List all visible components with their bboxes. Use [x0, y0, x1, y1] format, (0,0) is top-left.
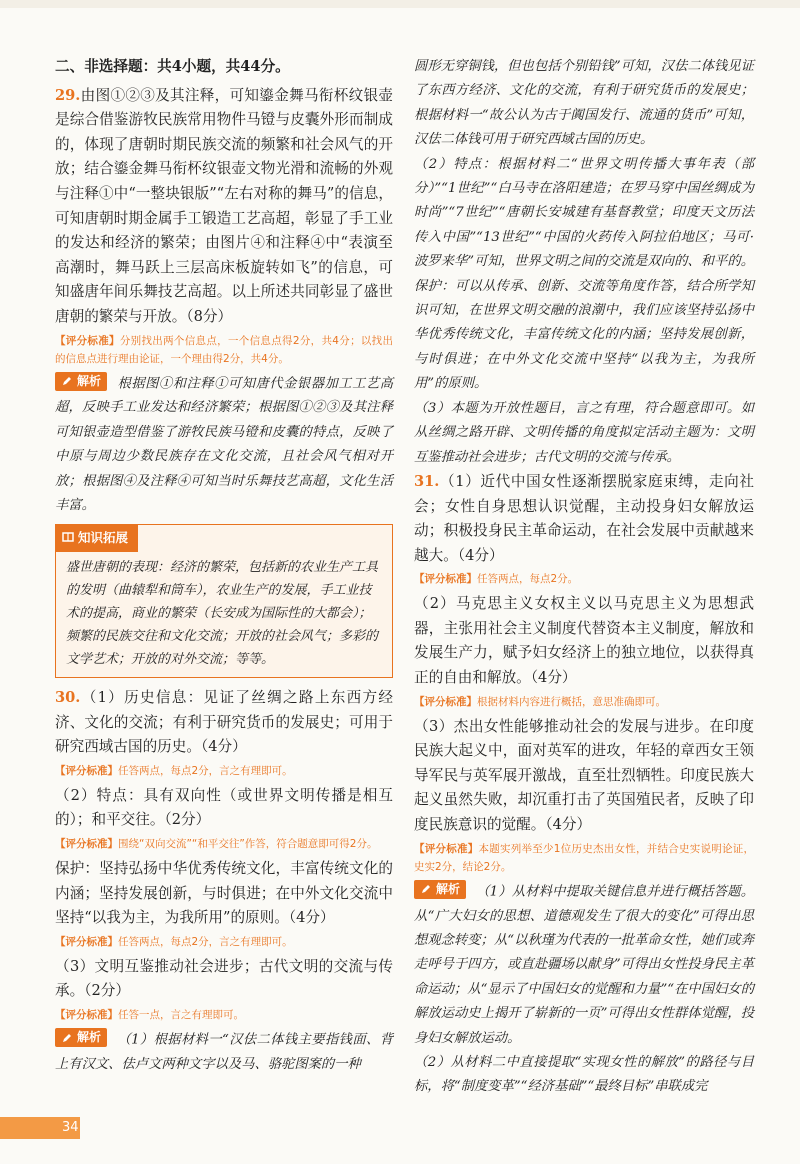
q30-standard-2 — [55, 835, 393, 853]
analysis-tag — [55, 1028, 107, 1047]
q30-analysis-right-2: （2）特点：根据材料二“世界文明传播大事年表（部分）”“1世纪”“白马寺在洛阳建造；在罗马穿中国丝绸成为时尚”“7世纪”“唐朝长安城建有基督教堂；印度天文历法传入中国”“13世纪”“中国的火药传入阿拉伯地区；马可·波罗来华”可知，世界文明之间的交流是双向的、和平的。保护：可以从传承、创新、交流等角度作答，结合所学知识可知，在世界文明交融的浪潮中，我们应该坚持弘扬中华优秀传统文化，丰富传统文化的内涵；坚持发展创新，与时俱进；在中外文化交流中坚持“以我为主，为我所用”的原则。 — [414, 156, 754, 392]
pencil-icon — [420, 883, 432, 895]
q31-standard-1 — [414, 570, 754, 588]
q31-p3: （3）杰出女性能够推动社会的发展与进步。在印度民族大起义中，面对英军的进攻，年轻的章西女王领导军民与英军展开激战，直至壮烈牺牲。印度民族大起义虽然失败，却沉重打击了英国殖民者，反映了印度民族意识的觉醒。（4分） — [414, 717, 754, 834]
q30-s2-text: 围绕“双向交流”“和平交往”作答，符合题意即可得2分。 — [118, 838, 378, 851]
q30-p1 — [55, 686, 393, 760]
analysis-tag-label: 解析 — [77, 373, 102, 388]
q31-s1-text: 任答两点，每点2分。 — [477, 573, 579, 586]
q30-standard-1 — [55, 762, 393, 780]
q30-analysis-left — [55, 1028, 393, 1077]
q31-p2: （2）马克思主义女权主义以马克思主义为思想武器，主张用社会主义制度代替资本主义制度，解放和发展生产力，赋予妇女经济上的独立地位，以获得真正的自由和解放。（4分） — [414, 595, 754, 687]
q30-p4: （3）文明互鉴推动社会进步；古代文明的交流与传承。（2分） — [55, 957, 393, 1000]
section-title: 二、非选择题：共4小题，共44分。 — [55, 58, 290, 75]
q30-p1-text: （1）历史信息：见证了丝绸之路上东西方经济、文化的交流；有利于研究货币的发展史；可用于研究西域古国的历史。（4分） — [55, 689, 393, 756]
q31-standard-2 — [414, 693, 754, 711]
q30-p3: 保护：坚持弘扬中华优秀传统文化，丰富传统文化的内涵；坚持发展创新，与时俱进；在中外文化交流中坚持“以我为主，为我所用”的原则。（4分） — [55, 860, 393, 927]
right-column — [414, 55, 754, 1100]
knowledge-header — [56, 525, 138, 552]
q31-p1-text: （1）近代中国女性逐渐摆脱家庭束缚，走向社会；女性自身思想认识觉醒，主动投身妇女解放运动；积极投身民主革命运动，在社会发展中贡献越来越大。（4分） — [414, 472, 754, 564]
q30-analysis-left-text: （1）根据材料一“汉佉二体钱主要指钱面、背上有汉文、佉卢文两种文字以及马、骆驼图案的一种 — [55, 1032, 393, 1072]
q30-analysis-right-3: （3）本题为开放性题目，言之有理，符合题意即可。如从丝绸之路开辟、文明传播的角度拟定活动主题为：文明互鉴推动社会进步；古代文明的交流与传承。 — [414, 400, 754, 465]
q29-analysis — [55, 372, 393, 519]
knowledge-body: 盛世唐朝的表现：经济的繁荣，包括新的农业生产工具的发明（曲辕犁和筒车），农业生产的发展，手工业技术的提高，商业的繁荣（长安成为国际性的大都会）；频繁的民族交往和文化交流；开放的社会风气；多彩的文学艺术；开放的对外交流；等等。 — [66, 560, 379, 668]
q30-number: 30. — [55, 689, 81, 707]
standard-tag: 【评分标准】 — [55, 1009, 118, 1021]
q29-analysis-text: 根据图①和注释①可知唐代金银器加工工艺高超，反映手工业发达和经济繁荣；根据图①②③及其注释可知银壶造型借鉴了游牧民族马镫和皮囊的特点，反映了中原与周边少数民族存在文化交流，且社会风气相对开放；根据图④及注释④可知当时乐舞技艺高超，文化生活丰富。 — [55, 376, 393, 514]
q30-s4-text: 任答一点，言之有理即可。 — [118, 1009, 244, 1021]
pencil-icon — [61, 1032, 73, 1044]
book-icon — [62, 531, 74, 543]
q31-s3-text: 本题实列举至少1位历史杰出女性，并结合史实说明论证，史实2分，结论2分。 — [414, 842, 754, 873]
knowledge-box — [55, 524, 393, 678]
q30-s1-text: 任答两点，每点2分，言之有理即可。 — [118, 764, 293, 777]
left-column — [55, 55, 393, 1077]
q30-standard-3 — [55, 933, 393, 951]
q30-p2: （2）特点：具有双向性（或世界文明传播是相互的）；和平交往。（2分） — [55, 786, 393, 829]
top-edge — [0, 0, 800, 8]
standard-tag: 【评分标准】 — [55, 838, 118, 851]
q30-analysis-right-1: 圆形无穿铜钱，但也包括个别铅钱”可知，汉佉二体钱见证了东西方经济、文化的交流，有利于研究货币的发展史；根据材料一“故公认为古于阗国发行、流通的货币”可知，汉佉二体钱可用于研究西域古国的历史。 — [414, 59, 754, 148]
q29-answer-text: 由图①②③及其注释，可知鎏金舞马衔杯纹银壶是综合借鉴游牧民族常用物件马镫与皮囊外形而制成的，体现了唐朝时期民族交流的频繁和社会风气的开放；结合鎏金舞马衔杯纹银壶文物光滑和流畅的外观与注释①中“一整块银版”“左右对称的舞马”的信息，可知唐朝时期金属手工锻造工艺高超，彰显了手工业的发达和经济的繁荣；由图片④和注释④中“表演至高潮时，舞马跃上三层高床板旋转如飞”的信息，可知盛唐年间乐舞技艺高超。以上所述共同彰显了盛世唐朝的繁荣与开放。（8分） — [55, 86, 393, 325]
q30-standard-4 — [55, 1006, 393, 1024]
standard-tag: 【评分标准】 — [55, 935, 118, 948]
standard-tag: 【评分标准】 — [414, 842, 479, 855]
q31-standard-3 — [414, 840, 754, 876]
standard-tag: 【评分标准】 — [414, 695, 477, 708]
analysis-tag-label: 解析 — [436, 881, 461, 896]
page-number: 34 — [0, 1117, 80, 1139]
q31-analysis-1 — [414, 880, 754, 1051]
knowledge-title: 知识拓展 — [78, 530, 129, 546]
analysis-tag — [55, 372, 107, 391]
q29-standard — [55, 332, 393, 368]
q31-number: 31. — [414, 472, 440, 490]
q31-s2-text: 根据材料内容进行概括，意思准确即可。 — [477, 695, 666, 708]
standard-tag: 【评分标准】 — [414, 573, 477, 586]
q31-analysis-2: （2）从材料二中直接提取“实现女性的解放”的路径与目标，将“制度变革”“经济基础”“最终目标”串联成完 — [414, 1054, 754, 1095]
q29-number: 29. — [55, 86, 81, 104]
q31-p1 — [414, 470, 754, 568]
pencil-icon — [61, 375, 73, 387]
q29-standard-text: 分别找出两个信息点，一个信息点得2分，共4分；以找出的信息点进行理由论证，一个理由得2分，共4分。 — [55, 334, 393, 365]
standard-tag: 【评分标准】 — [55, 334, 120, 347]
q29-answer — [55, 84, 393, 330]
standard-tag: 【评分标准】 — [55, 764, 118, 777]
analysis-tag-label: 解析 — [77, 1030, 102, 1045]
analysis-tag — [414, 880, 466, 899]
q31-analysis-1-text: （1）从材料中提取关键信息并进行概括答题。从“广大妇女的思想、道德观发生了很大的变化”可得出思想观念转变；从“以秋瑾为代表的一批革命女性，她们或奔走呼号于四方，或直赴疆场以献身”可得出女性投身民主革命运动；从“显示了中国妇女的觉醒和力量”“在中国妇女的解放运动史上揭开了崭新的一页”可得出女性群体觉醒，投身妇女解放运动。 — [414, 884, 754, 1046]
q30-s3-text: 任答两点，每点2分，言之有理即可。 — [118, 935, 293, 948]
